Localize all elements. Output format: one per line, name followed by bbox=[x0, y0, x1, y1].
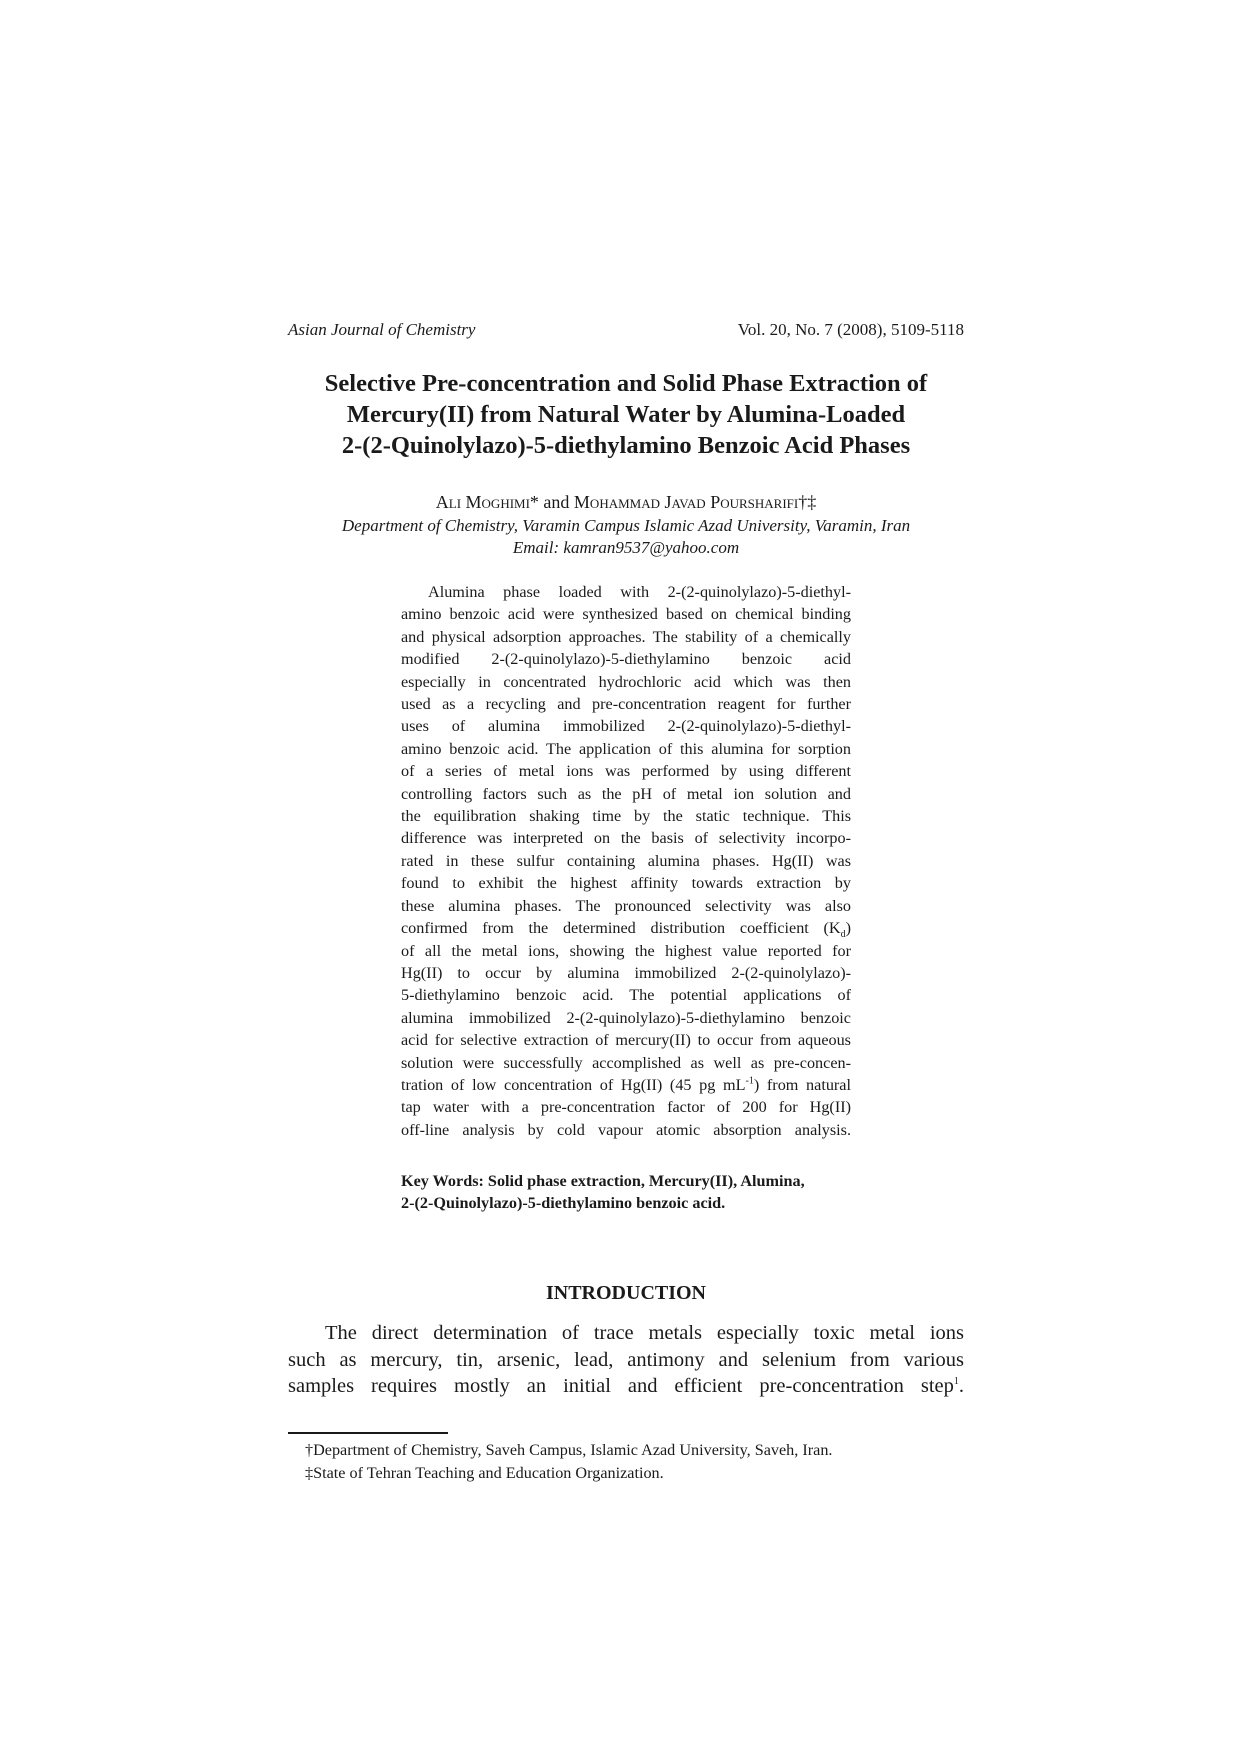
body-line-last bbox=[288, 1373, 964, 1400]
section-heading: INTRODUCTION bbox=[545, 1282, 707, 1304]
introduction-paragraph bbox=[288, 1320, 964, 1400]
email: Email: kamran9537@yahoo.com bbox=[512, 538, 740, 557]
abstract-line: of all the metal ions, showing the highest value reported for bbox=[401, 941, 851, 960]
abstract-line-conc bbox=[401, 1074, 851, 1096]
abstract-line: of a series of metal ions was performed by using different bbox=[401, 762, 851, 781]
body-line: such as mercury, tin, arsenic, lead, antimony and selenium from various bbox=[288, 1348, 964, 1371]
abstract-line: modified 2-(2-quinolylazo)-5-diethylamino benzoic acid bbox=[401, 650, 851, 669]
abstract-line: uses of alumina immobilized 2-(2-quinolylazo)-5-diethyl- bbox=[401, 717, 851, 736]
abstract-line: amino benzoic acid were synthesized based on chemical binding bbox=[401, 605, 851, 624]
journal-name: Asian Journal of Chemistry bbox=[288, 320, 476, 339]
abstract-line: tap water with a pre-concentration factor of 200 for Hg(II) bbox=[401, 1098, 851, 1117]
keywords bbox=[401, 1170, 851, 1215]
abstract-line: alumina immobilized 2-(2-quinolylazo)-5-diethylamino benzoic bbox=[401, 1008, 851, 1027]
abstract-text: ) bbox=[845, 919, 851, 938]
abstract-line: amino benzoic acid. The application of this alumina for sorption bbox=[401, 739, 851, 758]
footnote: †Department of Chemistry, Saveh Campus, Islamic Azad University, Saveh, Iran. bbox=[305, 1441, 833, 1459]
abstract-line: off-line analysis by cold vapour atomic absorption analysis. bbox=[401, 1120, 851, 1139]
author-conjunction: and bbox=[538, 492, 574, 512]
author-name: Mohammad Javad Poursharifi bbox=[573, 492, 799, 512]
affiliation-block bbox=[250, 515, 1002, 559]
abstract-line: acid for selective extraction of mercury(II) to occur from aqueous bbox=[401, 1031, 851, 1050]
footnote-rule bbox=[288, 1432, 448, 1434]
abstract-line: Alumina phase loaded with 2-(2-quinolylazo)-5-diethyl- bbox=[428, 583, 851, 601]
abstract-line: and physical adsorption approaches. The stability of a chemically bbox=[401, 627, 851, 646]
unit-superscript: -1 bbox=[745, 1075, 754, 1087]
abstract-line: these alumina phases. The pronounced selectivity was also bbox=[401, 896, 851, 915]
abstract-line-kd bbox=[401, 917, 851, 939]
abstract-line: used as a recycling and pre-concentration reagent for further bbox=[401, 695, 851, 714]
body-text: samples requires mostly an initial and efficient pre-concentration step bbox=[288, 1375, 954, 1397]
abstract-line: 5-diethylamino benzoic acid. The potential applications of bbox=[401, 986, 851, 1005]
volume-citation: Vol. 20, No. 7 (2008), 5109-5118 bbox=[737, 320, 964, 339]
abstract-line: found to exhibit the highest affinity towards extraction by bbox=[401, 874, 851, 893]
footnote: ‡State of Tehran Teaching and Education Organization. bbox=[305, 1463, 664, 1482]
abstract-text: confirmed from the determined distribution coefficient (K bbox=[401, 919, 841, 938]
keywords-line: Key Words: Solid phase extraction, Mercury(II), Alumina, bbox=[401, 1172, 805, 1190]
title-line: Selective Pre-concentration and Solid Phase Extraction of bbox=[324, 370, 928, 397]
keywords-line: 2-(2-Quinolylazo)-5-diethylamino benzoic acid. bbox=[401, 1194, 726, 1213]
author-name: Ali Moghimi bbox=[435, 492, 530, 512]
body-line: The direct determination of trace metals especially toxic metal ions bbox=[325, 1322, 964, 1344]
abstract bbox=[401, 581, 851, 1141]
abstract-line: difference was interpreted on the basis of selectivity incorpo- bbox=[401, 829, 851, 848]
corresponding-mark: * bbox=[529, 492, 539, 512]
title-line: 2-(2-Quinolylazo)-5-diethylamino Benzoic Acid Phases bbox=[341, 432, 911, 459]
title-line: Mercury(II) from Natural Water by Alumina-Loaded bbox=[346, 401, 906, 428]
reference-marker: 1 bbox=[953, 1376, 959, 1388]
article-title bbox=[250, 368, 1002, 461]
author-list bbox=[250, 490, 1002, 514]
abstract-text: ) from natural bbox=[753, 1075, 851, 1094]
abstract-text: tration of low concentration of Hg(II) (45 pg mL bbox=[401, 1075, 746, 1094]
abstract-line: the equilibration shaking time by the static technique. This bbox=[401, 807, 851, 826]
abstract-line: rated in these sulfur containing alumina phases. Hg(II) was bbox=[401, 851, 851, 870]
affiliation: Department of Chemistry, Varamin Campus Islamic Azad University, Varamin, Iran bbox=[341, 516, 911, 535]
abstract-line: especially in concentrated hydrochloric acid which was then bbox=[401, 672, 851, 691]
abstract-line: solution were successfully accomplished as well as pre-concen- bbox=[401, 1053, 851, 1072]
running-head bbox=[288, 320, 964, 340]
abstract-line: Hg(II) to occur by alumina immobilized 2-(2-quinolylazo)- bbox=[401, 963, 851, 982]
footnotes bbox=[305, 1439, 985, 1484]
affiliation-marks: †‡ bbox=[798, 492, 817, 512]
abstract-line: controlling factors such as the pH of metal ion solution and bbox=[401, 784, 851, 803]
kd-subscript: d bbox=[840, 929, 846, 941]
body-punct: . bbox=[958, 1375, 964, 1397]
